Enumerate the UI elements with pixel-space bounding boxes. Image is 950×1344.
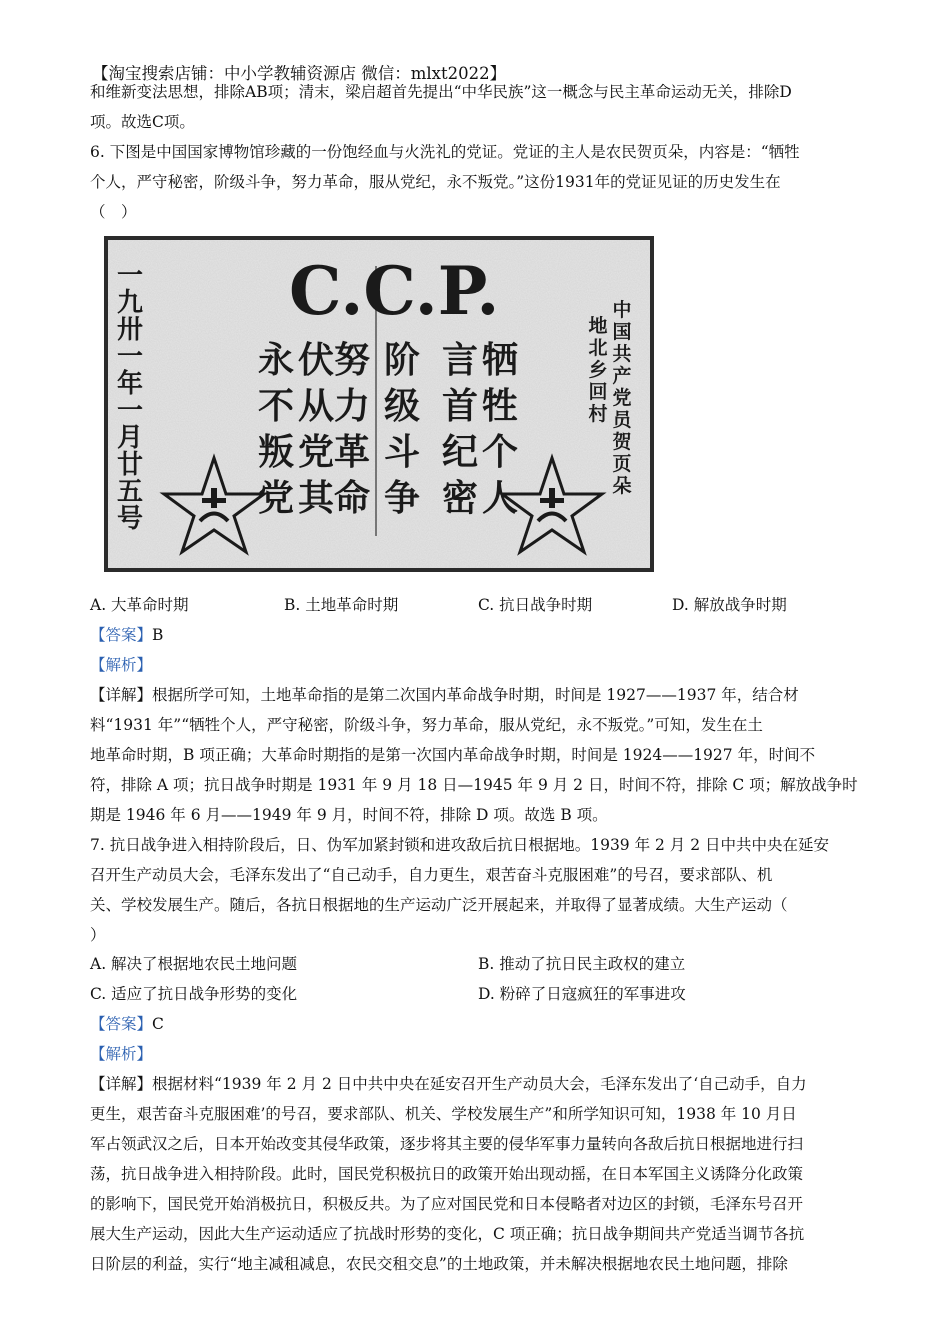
owner-name-column xyxy=(612,298,633,497)
svg-text:党: 党 xyxy=(612,387,632,409)
answer-tag: 【答案】 xyxy=(90,626,153,644)
svg-text:牺: 牺 xyxy=(481,339,519,381)
shop-banner: 【淘宝搜索店铺：中小学教辅资源店 微信：mlxt2022】 xyxy=(92,64,507,83)
q7-stem-line: 关、学校发展生产。随后，各抗日根据地的生产运动广泛开展起来，并取得了显著成绩。大生产运动（ xyxy=(90,896,788,914)
svg-text:个: 个 xyxy=(481,431,519,473)
svg-text:纪: 纪 xyxy=(441,431,479,473)
svg-text:地: 地 xyxy=(588,315,608,337)
owner-place-column xyxy=(588,314,607,425)
q7-detail-line: 军占领武汉之后，日本开始改变其侵华政策，逐步将其主要的侵华军事力量转向各敌后抗日根据地进行扫 xyxy=(90,1135,804,1153)
q7-analysis-tag: 【解析】 xyxy=(90,1045,153,1063)
q6-detail-line: 料“1931 年”“牺牲个人，严守秘密，阶级斗争，努力革命，服从党纪，永不叛党。”可知，发生在土 xyxy=(90,716,763,734)
svg-text:党: 党 xyxy=(297,431,335,473)
svg-text:言: 言 xyxy=(441,339,479,381)
q7-answer xyxy=(90,1014,164,1034)
svg-text:月: 月 xyxy=(116,423,144,453)
q7-detail-line: 【详解】根据材料“1939 年 2 月 2 日中共中央在延安召开生产动员大会，毛泽东发出了‘自己动手，自力 xyxy=(90,1075,807,1093)
q7-stem-line: ） xyxy=(90,926,106,944)
svg-text:力: 力 xyxy=(333,385,371,427)
card-date-text xyxy=(117,261,143,534)
svg-text:员: 员 xyxy=(612,409,632,431)
svg-text:五: 五 xyxy=(116,477,144,507)
svg-text:牲: 牲 xyxy=(481,385,519,427)
svg-text:密: 密 xyxy=(441,477,479,519)
svg-text:斗: 斗 xyxy=(383,431,421,473)
svg-text:一: 一 xyxy=(116,261,144,291)
svg-text:其: 其 xyxy=(297,477,335,519)
q7-detail-line: 的影响下，国民党开始消极抗日，积极反共。为了应对国民党和日本侵略者对边区的封锁，毛泽东号召开 xyxy=(90,1195,804,1213)
svg-text:中: 中 xyxy=(612,299,632,321)
q6-detail-line: 期是 1946 年 6 月——1949 年 9 月，时间不符，排除 D 项。故选 B 项。 xyxy=(90,806,608,824)
svg-text:从: 从 xyxy=(297,385,335,427)
q7-stem-line: 召开生产动员大会，毛泽东发出了“自己动手，自力更生，艰苦奋斗克服困难”的号召，要求部队、机 xyxy=(90,866,773,884)
svg-text:阶: 阶 xyxy=(383,339,421,381)
svg-text:贺: 贺 xyxy=(612,431,632,453)
q6-stem-line: 个人，严守秘密，阶级斗争，努力革命，服从党纪，永不叛党。”这份1931年的党证见证的历史发生在 xyxy=(90,173,781,191)
svg-text:卅: 卅 xyxy=(116,315,144,345)
answer-tag: 【答案】 xyxy=(90,1015,153,1033)
svg-text:不: 不 xyxy=(257,385,295,427)
q6-stem-line: 6. 下图是中国国家博物馆珍藏的一份饱经血与火洗礼的党证。党证的主人是农民贺页朵，内容是：“牺牲 xyxy=(90,143,800,161)
svg-text:党: 党 xyxy=(257,477,295,519)
svg-text:伏: 伏 xyxy=(297,339,335,381)
q7-stem-line: 7. 抗日战争进入相持阶段后，日、伪军加紧封锁和进攻敌后抗日根据地。1939 年 2 月 2 日中共中央在延安 xyxy=(90,836,830,854)
party-card-photo xyxy=(104,236,654,572)
svg-text:共: 共 xyxy=(612,343,632,365)
svg-text:一: 一 xyxy=(116,342,144,372)
svg-text:国: 国 xyxy=(612,321,632,343)
svg-text:争: 争 xyxy=(383,477,421,519)
svg-text:产: 产 xyxy=(612,365,632,387)
q7-option-d: D. 粉碎了日寇疯狂的军事进攻 xyxy=(478,985,686,1003)
q6-detail-line: 地革命时期，B 项正确；大革命时期指的是第一次国内革命战争时期，时间是 1924——1927 年，时间不 xyxy=(90,746,816,764)
svg-text:年: 年 xyxy=(116,369,144,399)
answer-value: B xyxy=(152,626,164,644)
svg-text:叛: 叛 xyxy=(257,431,295,473)
q7-detail-line: 荡，抗日战争进入相持阶段。此时，国民党积极抗日的政策开始出现动摇，在日本军国主义诱降分化政策 xyxy=(90,1165,804,1183)
q6-analysis-tag: 【解析】 xyxy=(90,656,153,674)
svg-text:首: 首 xyxy=(441,385,479,427)
q6-option-a: A. 大革命时期 xyxy=(90,596,189,614)
card-date-column xyxy=(117,261,143,534)
svg-text:号: 号 xyxy=(116,504,144,534)
svg-text:北: 北 xyxy=(588,337,608,359)
q6-detail-line: 符，排除 A 项；抗日战争时期是 1931 年 9 月 18 日—1945 年 9 月 2 日，时间不符，排除 C 项；解放战争时 xyxy=(90,776,858,794)
svg-text:级: 级 xyxy=(383,385,421,427)
svg-text:廿: 廿 xyxy=(116,450,144,480)
q7-option-a: A. 解决了根据地农民土地问题 xyxy=(90,955,298,973)
svg-text:页: 页 xyxy=(612,453,632,475)
q6-detail-line: 【详解】根据所学可知，土地革命指的是第二次国内革命战争时期，时间是 1927——1937 年，结合材 xyxy=(90,686,799,704)
q6-option-c: C. 抗日战争时期 xyxy=(478,596,593,614)
q7-option-b: B. 推动了抗日民主政权的建立 xyxy=(478,955,686,973)
prev-answer-line: 和维新变法思想，排除AB项；清末，梁启超首先提出“中华民族”这一概念与民主革命运动无关，排除D xyxy=(90,83,792,101)
svg-text:命: 命 xyxy=(333,477,371,519)
svg-text:九: 九 xyxy=(116,288,144,318)
svg-text:一: 一 xyxy=(116,396,144,426)
ccp-letters: C.C.P. xyxy=(289,252,500,330)
svg-text:努: 努 xyxy=(333,339,371,381)
q6-option-b: B. 土地革命时期 xyxy=(284,596,399,614)
q7-detail-line: 更生，艰苦奋斗克服困难’的号召，要求部队、机关、学校发展生产”和所学知识可知，1938 年 10 月日 xyxy=(90,1105,797,1123)
svg-text:永: 永 xyxy=(257,339,295,381)
q6-stem-line: （ ） xyxy=(90,203,137,221)
svg-text:朵: 朵 xyxy=(612,475,632,497)
q7-option-c: C. 适应了抗日战争形势的变化 xyxy=(90,985,298,1003)
answer-value: C xyxy=(152,1015,164,1033)
svg-text:回: 回 xyxy=(588,381,608,403)
q6-option-d: D. 解放战争时期 xyxy=(672,596,787,614)
svg-text:村: 村 xyxy=(588,403,608,425)
svg-text:革: 革 xyxy=(333,431,371,473)
q7-detail-line: 展大生产运动，因此大生产运动适应了抗战时形势的变化，C 项正确；抗日战争期间共产党适当调节各抗 xyxy=(90,1225,805,1243)
svg-text:乡: 乡 xyxy=(588,359,608,381)
q7-detail-line: 日阶层的利益，实行“地主减租减息，农民交租交息”的土地政策，并未解决根据地农民土地问题，排除 xyxy=(90,1255,788,1273)
prev-answer-line: 项。故选C项。 xyxy=(90,113,195,131)
svg-text:人: 人 xyxy=(481,477,519,519)
q6-answer xyxy=(90,625,163,645)
